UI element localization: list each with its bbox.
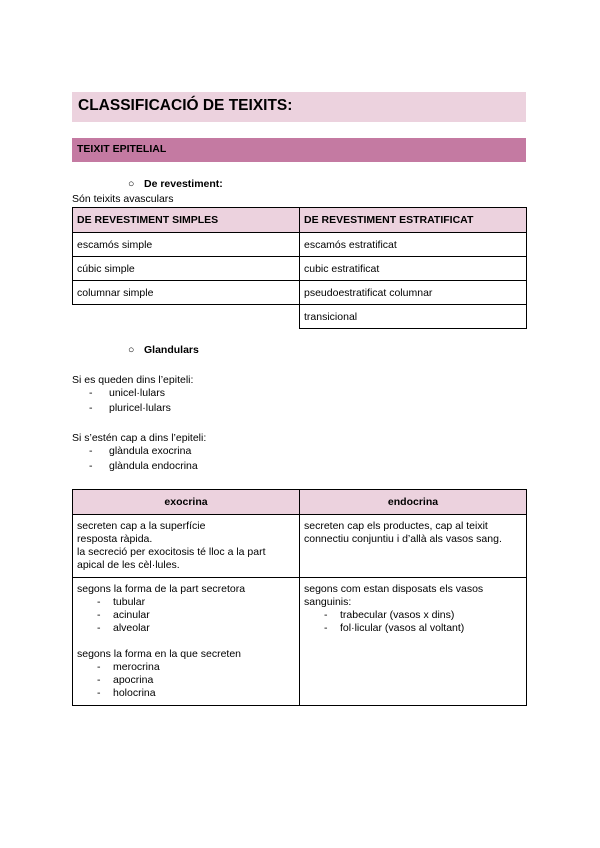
table-row <box>73 305 527 329</box>
table-header-cell: endocrina <box>300 490 527 515</box>
glandulars-heading: ○ Glandulars <box>128 344 199 356</box>
table-cell <box>300 515 527 578</box>
section-heading: TEIXIT EPITELIAL <box>72 138 526 162</box>
table-cell: cúbic simple <box>73 257 300 281</box>
cell-line: segons la forma en la que secreten <box>77 648 242 660</box>
table-cell: cubic estratificat <box>300 257 527 281</box>
list-item: - glàndula exocrina <box>89 444 198 459</box>
list-item: - glàndula endocrina <box>89 459 198 474</box>
vessel-layout-list <box>304 609 522 635</box>
table-cell: columnar simple <box>73 281 300 305</box>
revestiment-subtext: Són teixits avasculars <box>72 193 174 205</box>
table-row <box>73 257 527 281</box>
table-cell: escamós simple <box>73 233 300 257</box>
list-item: - pluricel·lulars <box>89 401 171 416</box>
outside-list <box>89 444 198 474</box>
table-cell <box>73 515 300 578</box>
inside-list <box>89 386 171 416</box>
table-cell <box>73 578 300 706</box>
list-item: - unicel·lulars <box>89 386 171 401</box>
circle-bullet-icon: ○ <box>128 344 135 356</box>
table-row <box>73 515 527 578</box>
cell-line: resposta ràpida. <box>77 533 153 545</box>
list-item: - acinular <box>77 609 295 622</box>
cell-line: segons com estan disposats els vasos <box>304 583 484 595</box>
list-item: - alveolar <box>77 622 295 635</box>
inside-text: Si es queden dins l’epiteli: <box>72 374 194 386</box>
list-item: - apocrina <box>77 674 295 687</box>
table-header-row <box>73 208 527 233</box>
list-item: - fol·licular (vasos al voltant) <box>304 622 522 635</box>
table-cell: escamós estratificat <box>300 233 527 257</box>
list-item: - tubular <box>77 596 295 609</box>
table-row <box>73 233 527 257</box>
circle-bullet-icon: ○ <box>128 178 135 190</box>
table-header-cell: DE REVESTIMENT SIMPLES <box>73 208 300 233</box>
table-row <box>73 281 527 305</box>
secretion-mode-list <box>77 661 295 700</box>
table-cell: transicional <box>300 305 527 329</box>
list-item: - merocrina <box>77 661 295 674</box>
cell-line: la secreció per exocitosis té lloc a la part <box>77 546 266 558</box>
table-cell-empty <box>73 305 300 329</box>
table-header-row <box>73 490 527 515</box>
cell-line: sanguinis: <box>304 596 352 608</box>
cell-line: secreten cap a la superfície <box>77 520 206 532</box>
cell-line: apical de les cèl·lules. <box>77 559 180 571</box>
list-item: - holocrina <box>77 687 295 700</box>
table-row <box>73 578 527 706</box>
list-item: - trabecular (vasos x dins) <box>304 609 522 622</box>
cell-line: connectiu conjuntiu i d’allà als vasos sang. <box>304 533 502 545</box>
page-title: CLASSIFICACIÓ DE TEIXITS: <box>72 92 526 122</box>
revestiment-table <box>72 207 527 329</box>
secretory-form-list <box>77 596 295 635</box>
table-cell: pseudoestratificat columnar <box>300 281 527 305</box>
cell-line: secreten cap els productes, cap al teixit <box>304 520 488 532</box>
glandular-comparison-table <box>72 489 527 706</box>
cell-line: segons la forma de la part secretora <box>77 583 246 595</box>
table-header-cell: exocrina <box>73 490 300 515</box>
table-header-cell: DE REVESTIMENT ESTRATIFICAT <box>300 208 527 233</box>
outside-text: Si s’estén cap a dins l’epiteli: <box>72 432 207 444</box>
revestiment-heading: ○ De revestiment: <box>128 178 223 190</box>
table-cell <box>300 578 527 706</box>
